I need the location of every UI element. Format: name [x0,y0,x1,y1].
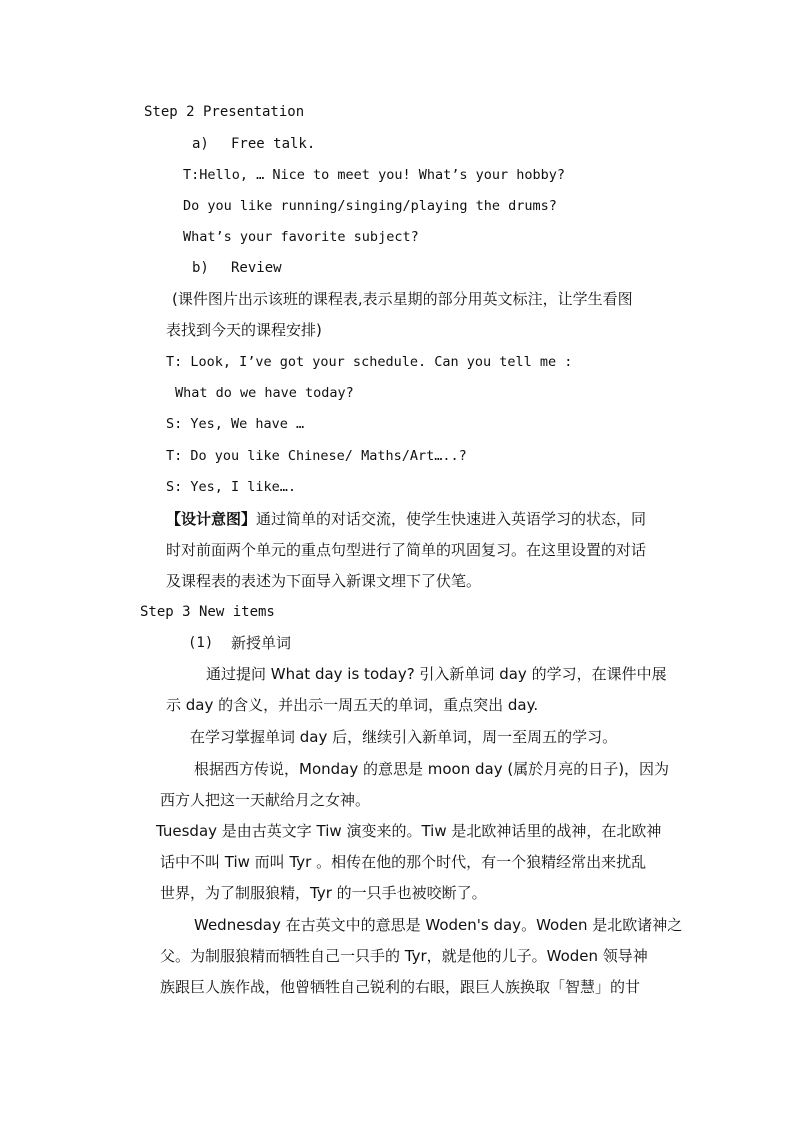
paragraph-line: 示 day 的含义，并出示一周五天的单词，重点突出 day. [166,696,539,714]
paragraph-line: 西方人把这一天献给月之女神。 [160,791,371,809]
design-intent-text: 及课程表的表述为下面导入新课文埋下了伏笔。 [166,572,482,590]
paragraph-line: 父。为制服狼精而牺牲自己一只手的 Tyr，就是他的儿子。Woden 领导神 [160,947,648,965]
review-label: Review [231,260,282,276]
paragraph-line: 族跟巨人族作战，他曾牺牲自己锐利的右眼，跟巨人族换取「智慧」的甘 [160,978,641,996]
free-talk-label: Free talk. [231,136,316,152]
paragraph-line: 通过提问 What day is today? 引入新单词 day 的学习，在课件中展 [206,665,667,683]
review-note: 表找到今天的课程安排) [166,321,322,339]
dialogue-line: T:Hello, … Nice to meet you! What’s your hobby? [183,167,566,183]
list-marker-a: a) [192,136,209,152]
paragraph-line: 世界，为了制服狼精，Tyr 的一只手也被咬断了。 [160,884,487,902]
dialogue-line: T: Do you like Chinese/ Maths/Art…..? [166,448,467,464]
dialogue-line: T: Look, I’ve got your schedule. Can you tell me : [166,354,573,370]
step3-title: Step 3 New items [140,604,275,620]
step2-title: Step 2 Presentation [144,104,305,120]
design-intent-text: 通过简单的对话交流，使学生快速进入英语学习的状态，同 [256,510,647,528]
dialogue-line: S: Yes, I like…. [166,479,297,495]
new-words-label: 新授单词 [231,634,292,652]
paragraph-line: 在学习掌握单词 day 后，继续引入新单词，周一至周五的学习。 [190,728,618,746]
design-intent-line [166,509,646,529]
design-intent-tag: 【设计意图】 [166,510,257,528]
design-intent-text: 时对前面两个单元的重点句型进行了简单的巩固复习。在这里设置的对话 [166,541,647,559]
dialogue-line: Do you like running/singing/playing the drums? [183,198,557,214]
dialogue-line: S: Yes, We have … [166,416,305,432]
review-note: (课件图片出示该班的课程表,表示星期的部分用英文标注，让学生看图 [172,290,633,308]
paragraph-line: Tuesday 是由古英文字 Tiw 演变来的。Tiw 是北欧神话里的战神，在北欧神 [156,822,662,840]
paragraph-line: 话中不叫 Tiw 而叫 Tyr 。相传在他的那个时代，有一个狼精经常出来扰乱 [160,853,647,871]
paragraph-line: Wednesday 在古英文中的意思是 Woden's day。Woden 是北欧诸神之 [194,916,683,934]
list-marker-1: (1) [188,635,214,651]
dialogue-line: What’s your favorite subject? [183,229,419,245]
dialogue-line: What do we have today? [175,385,354,401]
list-marker-b: b) [192,260,209,276]
paragraph-line: 根据西方传说，Monday 的意思是 moon day (属於月亮的日子)，因为 [194,760,670,778]
